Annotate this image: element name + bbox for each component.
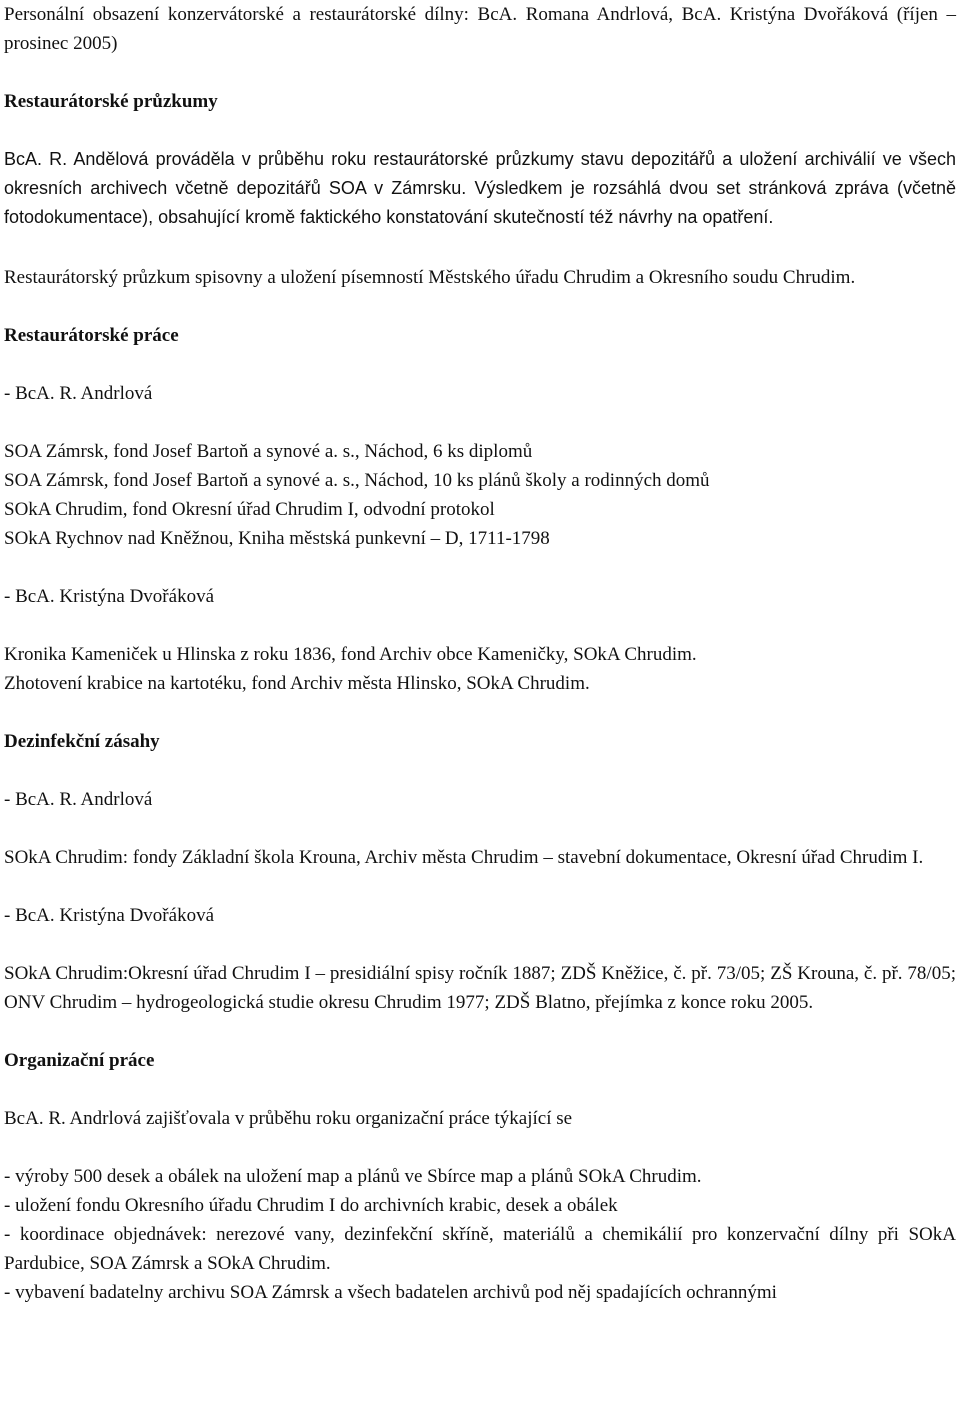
dezinfekce-author-dvorakova: - BcA. Kristýna Dvořáková — [4, 905, 215, 926]
organizace-intro: BcA. R. Andrlová zajišťovala v průběhu roku organizační práce týkající se — [4, 1108, 573, 1129]
organizace-item-1: - výroby 500 desek a obálek na uložení map a plánů ve Sbírce map a plánů SOkA Chrudim. — [4, 1166, 702, 1187]
prace-item-6: Zhotovení krabice na kartotéku, fond Archiv města Hlinsko, SOkA Chrudim. — [4, 673, 590, 694]
pruzkumy-paragraph-1: BcA. R. Andělová prováděla v průběhu roku restaurátorské průzkumy stavu depozitářů a uložení archiválií ve všech okresních archivech včetně depozitářů SOA v Zámrsku. Výsledkem je rozsáhlá dvou set stránková zpráva (včetně fotodokumentace), obsahující kromě faktického konstatování skutečností též návrhy na opatření. — [4, 149, 956, 227]
pruzkumy-paragraph-2: Restaurátorský průzkum spisovny a uložení písemností Městského úřadu Chrudim a Okresního soudu Chrudim. — [4, 267, 856, 288]
prace-item-1: SOA Zámrsk, fond Josef Bartoň a synové a. s., Náchod, 6 ks diplomů — [4, 441, 533, 462]
prace-item-2: SOA Zámrsk, fond Josef Bartoň a synové a. s., Náchod, 10 ks plánů školy a rodinných domů — [4, 470, 710, 491]
intro-paragraph: Personální obsazení konzervátorské a restaurátorské dílny: BcA. Romana Andrlová, BcA. Kristýna Dvořáková (říjen – prosinec 2005) — [4, 4, 956, 54]
prace-item-3: SOkA Chrudim, fond Okresní úřad Chrudim I, odvodní protokol — [4, 499, 495, 520]
prace-author-andrlova: - BcA. R. Andrlová — [4, 383, 153, 404]
organizace-item-3: - koordinace objednávek: nerezové vany, dezinfekční skříně, materiálů a chemikálií pro konzervační dílny při SOkA Pardubice, SOA Zámrsk a SOkA Chrudim. — [4, 1224, 956, 1274]
document-page — [4, 0, 956, 1307]
heading-restauratorske-prace: Restaurátorské práce — [4, 325, 179, 346]
dezinfekce-paragraph-1: SOkA Chrudim: fondy Základní škola Krouna, Archiv města Chrudim – stavební dokumentace, Okresní úřad Chrudim I. — [4, 847, 924, 868]
heading-restauratorske-pruzkumy: Restaurátorské průzkumy — [4, 91, 218, 112]
organizace-item-4: - vybavení badatelny archivu SOA Zámrsk a všech badatelen archivů pod něj spadajících ochrannými — [4, 1282, 777, 1303]
heading-dezinfekcni-zasahy: Dezinfekční zásahy — [4, 731, 160, 752]
dezinfekce-author-andrlova: - BcA. R. Andrlová — [4, 789, 153, 810]
heading-organizacni-prace: Organizační práce — [4, 1050, 155, 1071]
dezinfekce-paragraph-2: SOkA Chrudim:Okresní úřad Chrudim I – presidiální spisy ročník 1887; ZDŠ Kněžice, č. př. 73/05; ZŠ Krouna, č. př. 78/05; ONV Chrudim – hydrogeologická studie okresu Chrudim 1977; ZDŠ Blatno, přejímka z konce roku 2005. — [4, 963, 956, 1013]
prace-item-5: Kronika Kameniček u Hlinska z roku 1836, fond Archiv obce Kameničky, SOkA Chrudim. — [4, 644, 697, 665]
prace-item-4: SOkA Rychnov nad Kněžnou, Kniha městská punkevní – D, 1711-1798 — [4, 528, 550, 549]
prace-author-dvorakova: - BcA. Kristýna Dvořáková — [4, 586, 215, 607]
organizace-item-2: - uložení fondu Okresního úřadu Chrudim I do archivních krabic, desek a obálek — [4, 1195, 618, 1216]
